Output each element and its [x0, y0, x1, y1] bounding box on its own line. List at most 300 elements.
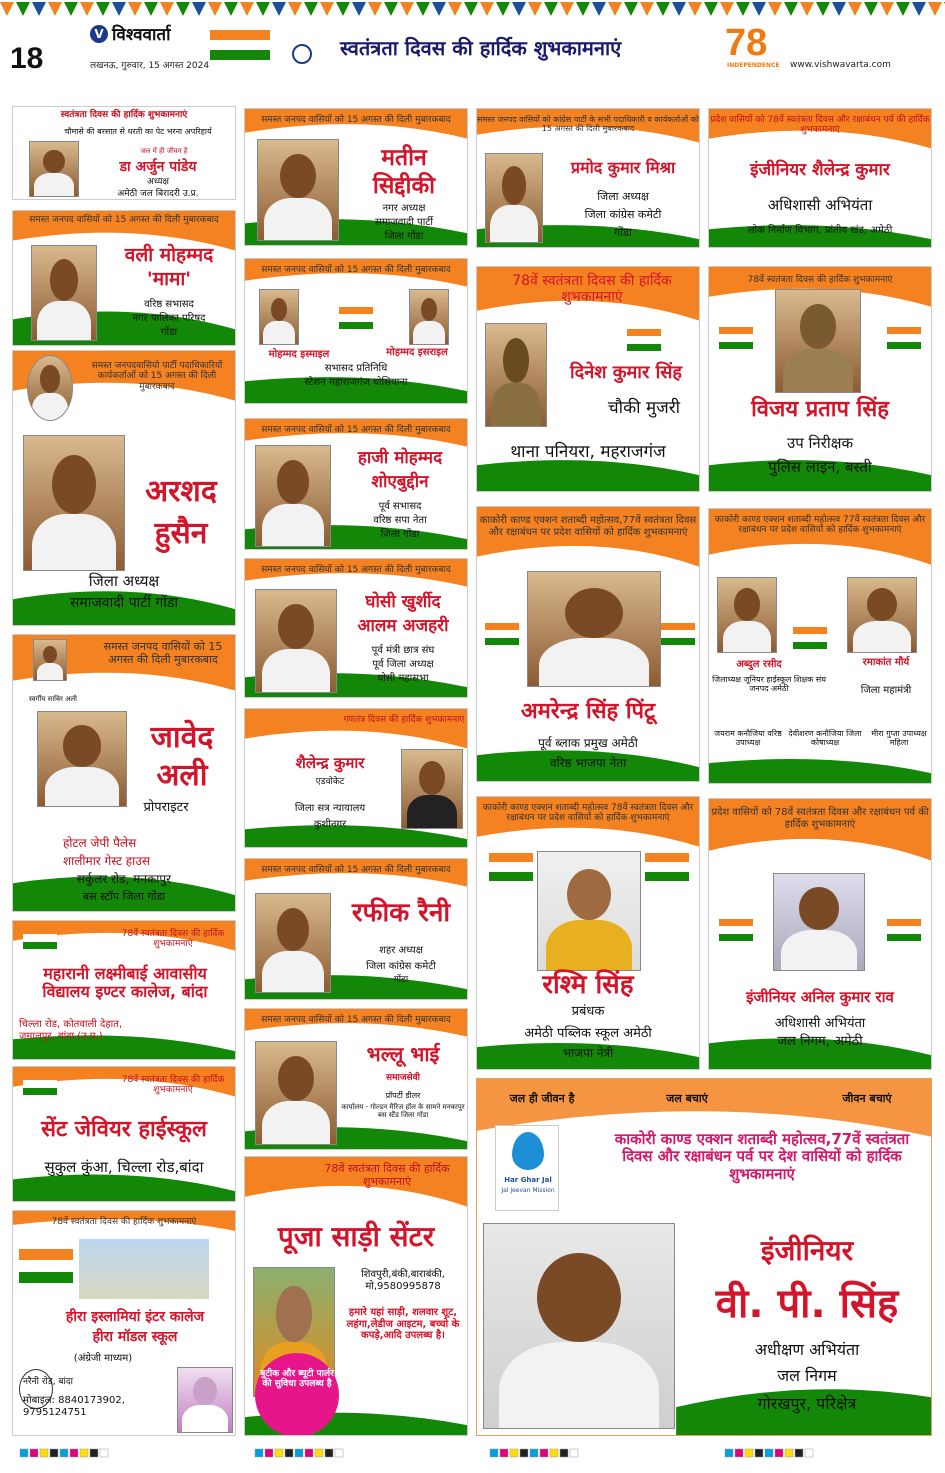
bunting-flag [16, 2, 30, 16]
color-swatch [315, 1449, 323, 1457]
bunting-flag [896, 2, 910, 16]
logo-text-2: Jal Jeevan Mission [501, 1187, 555, 1194]
bunting-flag [496, 2, 510, 16]
ad-top-line: 78वें स्वतंत्रता दिवस की हार्दिक शुभकामनाएं [121, 929, 225, 950]
color-swatch [20, 1449, 28, 1457]
person-photo [255, 1041, 337, 1145]
person-role: नगर अध्यक्ष [382, 203, 426, 214]
person-org: लोक निर्माण विभाग, प्रांतीय खंड, अमेठी [747, 225, 893, 236]
color-swatch [765, 1449, 773, 1457]
person-role: जिला अध्यक्ष [88, 572, 160, 590]
person-name: भल्लू भाई [366, 1042, 440, 1066]
bunting-flag [752, 2, 766, 16]
shop-address: शिवपुरी,बंकी,बाराबंकी, मो,9580995878 [361, 1269, 445, 1292]
color-swatch [500, 1449, 508, 1457]
school-name: सेंट जेवियर हाईस्कूल [41, 1117, 207, 1142]
school-name: महारानी लक्ष्मीबाई आवासीय विद्यालय इण्टर कालेज, बांदा [42, 964, 208, 1002]
bunting-flag [448, 2, 462, 16]
person-org: समाजवादी पार्टी [375, 217, 433, 228]
person-surname: आलम अजहरी [357, 616, 449, 636]
person-name: वली मोहम्मद [124, 244, 214, 266]
color-swatch [40, 1449, 48, 1457]
ad-top-line: प्रदेश वासियों को 78वें स्वतंत्रता दिवस और रक्षाबंधन पर्व की हार्दिक शुभकामनाएं [711, 807, 929, 830]
ad-top-line: 78वें स्वतंत्रता दिवस की हार्दिक शुभकामनाएं [324, 1162, 450, 1188]
color-swatch [785, 1449, 793, 1457]
person-city: जिला गोंडा [380, 529, 420, 540]
ad-top-line: समस्त जनपद वासियों को 15 अगस्त की दिली मुबारकबाद [261, 865, 451, 875]
business-2: शालीमार गेस्ट हाउस [63, 854, 150, 868]
offer-bubble [255, 1353, 339, 1436]
color-swatch [735, 1449, 743, 1457]
late-person-name: स्वर्गीय साबिर अली [28, 695, 77, 703]
bunting-flag [800, 2, 814, 16]
person-photo-2 [409, 289, 449, 345]
person-name: अमरेन्द्र सिंह पिंटू [520, 699, 656, 724]
person-photo [527, 571, 661, 687]
bunting-flag [816, 2, 830, 16]
person-photo [37, 711, 127, 807]
person-role: समाजसेवी [386, 1073, 420, 1083]
person-org: जल निगम, अमेठी [777, 1034, 863, 1049]
slogan-2: जल बचाएं [666, 1092, 708, 1105]
person-name: प्रमोद कुमार मिश्रा [570, 158, 676, 177]
bunting-flag [144, 2, 158, 16]
bunting-flag [0, 2, 14, 16]
bunting-flag [192, 2, 206, 16]
person-role-2: जिला महामंत्री [860, 685, 912, 696]
person-name: रश्मि सिंह [542, 970, 634, 1000]
color-swatch [795, 1449, 803, 1457]
person-name: डा अर्जुन पांडेय [119, 159, 197, 175]
flag-icon [793, 627, 827, 649]
ad-ghosi-khursheed [244, 558, 468, 698]
dateline: लखनऊ, गुरुवार, 15 अगस्त 2024 [90, 61, 210, 71]
person-surname: शोएबुद्दीन [371, 472, 429, 492]
color-swatch [295, 1449, 303, 1457]
person-role: पूर्व ब्लाक प्रमुख अमेठी [538, 736, 638, 750]
person-name: इंजीनियर अनिल कुमार राव [746, 988, 894, 1006]
bunting-flag [128, 2, 142, 16]
color-swatch [745, 1449, 753, 1457]
person-post: चौकी मुजरी [607, 398, 681, 418]
color-swatch [540, 1449, 548, 1457]
bunting-flag [304, 2, 318, 16]
person-photo [483, 1223, 675, 1429]
person-org: जिला कांग्रेस कमेटी [584, 208, 662, 221]
color-swatch [305, 1449, 313, 1457]
ad-top-line: समस्त जनपद वासियों को 15 अगस्त की दिली मुबारकबाद [29, 215, 219, 225]
person-photo-2 [847, 577, 917, 653]
person-surname: हुसैन [154, 516, 208, 551]
late-person-photo [33, 639, 67, 681]
ad-top-line: काकोरी काण्ड एक्शन शताब्दी महोत्सव,77वें स्वतंत्रता दिवस और रक्षाबंधन पर प्रदेश वासियों को हार्दिक शुभकामनाएं [479, 515, 697, 538]
ad-mohammad-ismail [244, 258, 468, 404]
ad-top-line: समस्त जनपद वासियों को 15 अगस्त की दिली मुबारकबाद [261, 1015, 451, 1025]
badge-78: 78 [725, 22, 768, 64]
person-city: गोंडा [393, 975, 409, 985]
business-type: प्रॉपर्टी डीलर [385, 1091, 421, 1100]
person-org: पुलिस लाइन, बस्ती [768, 458, 872, 476]
ad-shailendra-kumar-engineer [708, 108, 932, 248]
person-role: जिला अध्यक्ष [597, 190, 649, 203]
color-swatch [805, 1449, 813, 1457]
bunting-flag [240, 2, 254, 16]
ad-mateen-siddiqui [244, 108, 468, 246]
ad-anil-kumar-rao [708, 798, 932, 1070]
flag-icon [645, 853, 689, 881]
bunting-flag [368, 2, 382, 16]
page-header [0, 0, 945, 82]
business-address: कार्यालय - गोल्डन मैरिज हॉल के सामने मनकापुर बस स्टैंड जिला गोंडा [341, 1103, 465, 1120]
color-swatch [50, 1449, 58, 1457]
color-swatch [755, 1449, 763, 1457]
person-name: दिनेश कुमार सिंह [570, 362, 682, 383]
person-role: एडवोकेट [315, 777, 345, 787]
person-role: अधिशासी अभियंता [774, 1016, 866, 1031]
bunting-flag [320, 2, 334, 16]
paper-name: विश्ववार्ता [112, 25, 171, 45]
bunting-flag [720, 2, 734, 16]
ad-top-line: 78वें स्वतंत्रता दिवस की हार्दिक शुभकामनाएं [512, 273, 672, 306]
color-swatch [530, 1449, 538, 1457]
flag-icon [489, 853, 533, 881]
bunting-flag [544, 2, 558, 16]
bunting-flag [112, 2, 126, 16]
bunting-flag [832, 2, 846, 16]
shop-name: पूजा साड़ी सेंटर [277, 1220, 435, 1253]
color-swatch [725, 1449, 733, 1457]
color-swatch [570, 1449, 578, 1457]
paper-logo [90, 22, 170, 45]
ad-vp-singh [476, 1078, 932, 1436]
address-line2: बस स्टॉप जिला गोंडा [82, 890, 166, 903]
person-photo [257, 139, 339, 241]
person-photo [31, 245, 97, 341]
bunting-flag [560, 2, 574, 16]
page-number: 18 [10, 42, 44, 75]
shop-description: हमारे यहां साड़ी, शलवार शूट, लहंगा,लेडीज आइटम, बच्चो के कपड़े,आदि उपलब्ध है। [346, 1307, 460, 1341]
person-name: जावेद [150, 720, 214, 755]
ad-top-line: गणतंत्र दिवस की हार्दिक शुभकामनाएं [343, 715, 465, 725]
ad-top-line: 78वें स्वतंत्रता दिवस की हार्दिक शुभकामनाएं [747, 275, 893, 285]
person-role: अधीक्षण अभियंता [754, 1340, 860, 1359]
person-name: मतीन [381, 145, 427, 171]
offer-text: बुटीक और ब्यूटी पार्लर की सुविधा उपलब्ध है [260, 1369, 334, 1390]
person-org: जल निगम [777, 1366, 837, 1385]
ad-haji-shoaibuddin [244, 418, 468, 550]
school-address: चिल्ला रोड, कोतवाली देहात, जमालपुर, बांदा (उ.प्र.) [19, 1019, 123, 1042]
person-name: विजय प्रताप सिंह [751, 397, 889, 422]
ad-vijay-pratap-singh [708, 266, 932, 492]
color-swatch [80, 1449, 88, 1457]
bunting-flag [736, 2, 750, 16]
bunting-flag [464, 2, 478, 16]
person-role: पूर्व सभासद [378, 501, 422, 512]
person-nickname: 'मामा' [146, 268, 192, 290]
office-bearer-3: मीरा गुप्ता उपाध्यक्ष महिला [871, 729, 927, 748]
chakra-icon [290, 42, 314, 66]
bunting-flag [624, 2, 638, 16]
bunting-flag [288, 2, 302, 16]
person-org: अमेठी जल बिरादरी उ.प्र. [117, 189, 199, 199]
har-ghar-jal-logo [495, 1125, 559, 1211]
ad-top-line: समस्त जनपद वासियों को 15 अगस्त की दिली मुबारकबाद [261, 115, 451, 125]
bunting-flag [480, 2, 494, 16]
ad-top-line: समस्त जनपद वासियों को 15 अगस्त की दिली मुबारकबाद [261, 425, 451, 435]
water-drop-icon [512, 1132, 544, 1170]
bunting-flag [640, 2, 654, 16]
address-line1: सर्कुलर रोड, मनकापुर [76, 872, 172, 886]
person-photo [255, 589, 337, 693]
bunting-flag [928, 2, 942, 16]
bunting-flag [96, 2, 110, 16]
principal-photo [177, 1367, 233, 1433]
person-city: गोंडा [160, 327, 178, 338]
bunting-flag [256, 2, 270, 16]
slogan-1: जल ही जीवन है [509, 1092, 575, 1105]
flag-icon [485, 623, 519, 645]
person-name-2: रमाकांत मौर्य [862, 657, 910, 668]
person-role: वरिष्ठ सभासद [144, 299, 194, 310]
bunting-decoration [0, 0, 945, 20]
business-1: होटल जेपी पैलेस [63, 836, 137, 850]
person-name: शैलेन्द्र कुमार [295, 754, 365, 772]
bunting-flag [512, 2, 526, 16]
color-swatch [550, 1449, 558, 1457]
flag-icon [661, 623, 695, 645]
color-swatch [775, 1449, 783, 1457]
ad-bhallu-bhai [244, 1008, 468, 1150]
person-role: प्रबंधक [571, 1004, 605, 1019]
bunting-flag [400, 2, 414, 16]
person-photo-1 [717, 577, 777, 653]
ad-pooja-saree [244, 1156, 468, 1436]
bunting-flag [224, 2, 238, 16]
color-swatch [325, 1449, 333, 1457]
slogan-3: जीवन बचाएं [842, 1092, 892, 1105]
bunting-flag [672, 2, 686, 16]
color-swatch [30, 1449, 38, 1457]
slogan: चौमासे की बरसात से धरती का पेट भरना अपरिहार्य [64, 127, 212, 136]
ad-maharani-laxmibai [12, 920, 236, 1060]
tagline: जल में ही जीवन है [140, 147, 188, 155]
person-photo [29, 141, 79, 197]
color-swatch [285, 1449, 293, 1457]
person-photo [537, 851, 641, 971]
bunting-flag [384, 2, 398, 16]
bunting-flag [272, 2, 286, 16]
person-city: कुशीनगर [313, 819, 347, 830]
person-photo [485, 153, 543, 243]
bunting-flag [768, 2, 782, 16]
person-station: थाना पनियरा, महराजगंज [510, 442, 666, 462]
bunting-flag [592, 2, 606, 16]
bunting-flag [608, 2, 622, 16]
person-city: जिला गोंडा [384, 231, 424, 242]
bunting-flag [528, 2, 542, 16]
flag-icon [23, 1073, 57, 1095]
person-role-1: पूर्व मंत्री छात्र संघ [371, 645, 435, 656]
ad-shailendra-kumar-advocate [244, 708, 468, 848]
person-name-2: मोहम्मद इसराइल [386, 347, 448, 358]
ad-top-line: काकोरी काण्ड एक्शन शताब्दी महोत्सव 77वें स्वतंत्रता दिवस और रक्षाबंधन पर प्रदेश वासियों को हार्दिक शुभकामनाएं [714, 515, 926, 536]
person-name: घोसी खुर्शीद [365, 592, 441, 612]
school-address: सुकुल कुंआ, चिल्ला रोड,बांदा [44, 1158, 204, 1176]
bunting-flag [656, 2, 670, 16]
ad-teachers-union [708, 508, 932, 784]
person-photo-1 [259, 289, 299, 345]
color-swatch [490, 1449, 498, 1457]
ad-top-line: 78वें स्वतंत्रता दिवस की हार्दिक शुभकामनाएं [121, 1075, 225, 1096]
ad-amrendra-singh-pintu [476, 506, 700, 782]
color-swatch [510, 1449, 518, 1457]
person-org: जिला सत्र न्यायालय [294, 803, 366, 814]
person-photo [255, 893, 331, 993]
person-role: सभासद प्रतिनिधि [324, 363, 388, 374]
bunting-flag [80, 2, 94, 16]
person-role: शहर अध्यक्ष [379, 945, 423, 956]
school-medium: (अंग्रेजी माध्यम) [73, 1353, 133, 1364]
person-org: वरिष्ठ सपा नेता [373, 515, 427, 526]
ad-arshad-husain [12, 350, 236, 626]
bunting-flag [848, 2, 862, 16]
person-role-3: घोसी महासभा [377, 673, 429, 684]
school-photo [79, 1239, 209, 1299]
color-swatch [265, 1449, 273, 1457]
school-name-2: हीरा मॉडल स्कूल [92, 1329, 178, 1345]
ad-top-line: समस्त जनपद वासियों को 15 अगस्त की दिली मुबारकबाद [261, 265, 451, 275]
ad-arjun-pandey [12, 106, 236, 200]
ad-top-line: समस्त जनपद वासियों को 15 अगस्त की दिली मुबारकबाद [103, 640, 223, 666]
person-surname: सिद्दीकी [372, 173, 436, 199]
person-name-1: मोहम्मद इस्माइल [268, 349, 330, 360]
person-photo [775, 289, 861, 393]
office-bearer-1: जयराम कनौजिया वरिष्ठ उपाध्यक्ष [714, 729, 782, 748]
greeting-message: काकोरी काण्ड एक्शन शताब्दी महोत्सव,77वें स्वतंत्रता दिवस और रक्षाबंधन पर्व पर देश वासियों को हार्दिक शुभकामनाएं [614, 1130, 910, 1183]
person-org: वरिष्ठ भाजपा नेता [549, 756, 627, 770]
bunting-flag [176, 2, 190, 16]
color-swatch [560, 1449, 568, 1457]
bunting-flag [864, 2, 878, 16]
person-photo [255, 445, 331, 547]
bunting-flag [416, 2, 430, 16]
person-name: अरशद [145, 474, 217, 509]
person-surname: अली [156, 758, 208, 793]
header-headline: स्वतंत्रता दिवस की हार्दिक शुभकामनाएं [340, 36, 622, 60]
person-org: स्टेशन महाराजगंज घोसियाना [304, 377, 408, 388]
logo-icon: V [90, 25, 108, 43]
person-role: प्रोपराइटर [143, 800, 189, 815]
color-swatch [275, 1449, 283, 1457]
bunting-flag [432, 2, 446, 16]
person-org: अमेठी पब्लिक स्कूल अमेठी [524, 1026, 652, 1041]
bunting-flag [160, 2, 174, 16]
person-name: वी. पी. सिंह [715, 1281, 899, 1327]
person-role: अधिशासी अभियंता [767, 196, 873, 214]
logo-text-1: Har Ghar Jal [504, 1176, 552, 1184]
flag-icon [887, 919, 921, 941]
color-swatch [70, 1449, 78, 1457]
bunting-flag [880, 2, 894, 16]
bunting-flag [704, 2, 718, 16]
school-name: हीरा इस्लामियां इंटर कालेज [65, 1309, 205, 1325]
ad-top-line: समस्त जनपद वासियों को कांग्रेस पार्टी के सभी पदाधिकारी व कार्यकर्ताओं को 15 अगस्त की दिली मुबारकबाद [477, 115, 699, 134]
person-party: भाजपा नेत्री [562, 1046, 614, 1060]
person-photo [23, 435, 125, 571]
bunting-flag [64, 2, 78, 16]
bunting-flag [784, 2, 798, 16]
ad-top-line: काकोरी काण्ड एक्शन शताब्दी महोत्सव 78वें स्वतंत्रता दिवस और रक्षाबंधन पर प्रदेश वासियों को हार्दिक शुभकामनाएं [482, 803, 694, 824]
ad-top-line: 78वें स्वतंत्रता दिवस की हार्दिक शुभकामनाएं [51, 1217, 197, 1227]
ad-javed-ali [12, 634, 236, 912]
office-bearer-2: देवीशरण कनौजिया जिला कोषाध्यक्ष [788, 729, 862, 748]
person-city: गोंडा [614, 226, 632, 239]
color-swatch [90, 1449, 98, 1457]
person-photo [773, 873, 865, 971]
leader-photo [27, 355, 73, 421]
flag-icon [339, 307, 373, 329]
color-swatch [335, 1449, 343, 1457]
badge-subtitle: INDEPENDENCE [727, 62, 780, 69]
person-name: इंजीनियर शैलेन्द्र कुमार [750, 160, 890, 180]
person-photo [485, 323, 547, 427]
school-phone: मोबाइल: 8840173902, 9795124751 [23, 1395, 125, 1418]
bunting-flag [576, 2, 590, 16]
color-swatch [520, 1449, 528, 1457]
bunting-flag [352, 2, 366, 16]
person-role-2: पूर्व जिला अध्यक्ष [372, 659, 434, 670]
color-swatch [255, 1449, 263, 1457]
bunting-flag [912, 2, 926, 16]
bunting-flag [48, 2, 62, 16]
ad-top-line: प्रदेश वासियों को 78वें स्वतंत्रता दिवस और रक्षाबंधन पर्व की हार्दिक शुभकामनाएं [710, 115, 930, 136]
flag-icon [719, 919, 753, 941]
ad-st-xavier [12, 1066, 236, 1202]
ad-heera-islamiya [12, 1210, 236, 1436]
person-org: जिला कांग्रेस कमेटी [366, 961, 436, 972]
person-org: नगर पालिका परिषद [132, 313, 206, 324]
person-role-1: जिलाध्यक्ष जूनियर हाईस्कूल शिक्षक संघ जनपद अमेठी [712, 675, 826, 694]
flag-icon [210, 30, 270, 60]
person-name: हाजी मोहम्मद [357, 448, 443, 468]
ad-wali-mohammad [12, 210, 236, 346]
person-role: उप निरीक्षक [786, 434, 853, 452]
person-name: रफीक रैनी [351, 898, 451, 928]
person-city: गोरखपुर, परिक्षेत्र [757, 1394, 857, 1413]
ad-dinesh-kumar-singh [476, 266, 700, 492]
ad-rafiq-raini [244, 858, 468, 1000]
ad-rashmi-singh [476, 796, 700, 1070]
school-address: नरैनी रोड, बांदा [23, 1377, 73, 1387]
print-color-bar [0, 1448, 945, 1458]
flag-icon [887, 327, 921, 349]
ad-top-line: समस्त जनपदवासियो पार्टी पदाधिकारियों कार्यकर्ताओं को 15 अगस्त की दिली मुबारकबाद [91, 361, 223, 392]
flag-icon [719, 327, 753, 349]
bunting-flag [208, 2, 222, 16]
ad-top-line: स्वतंत्रता दिवस की हार्दिक शुभकामनाएं [60, 110, 188, 120]
ad-pramod-mishra [476, 108, 700, 248]
flag-icon [23, 927, 57, 949]
person-title: इंजीनियर [760, 1234, 854, 1267]
ad-top-line: समस्त जनपद वासियों को 15 अगस्त की दिली मुबारकबाद [261, 565, 451, 575]
bunting-flag [336, 2, 350, 16]
person-name-1: अब्दुल रसीद [736, 659, 782, 670]
flag-icon [19, 1249, 73, 1283]
website-url: www.vishwavarta.com [790, 60, 891, 70]
bunting-flag [688, 2, 702, 16]
color-swatch [100, 1449, 108, 1457]
person-photo [401, 749, 463, 829]
